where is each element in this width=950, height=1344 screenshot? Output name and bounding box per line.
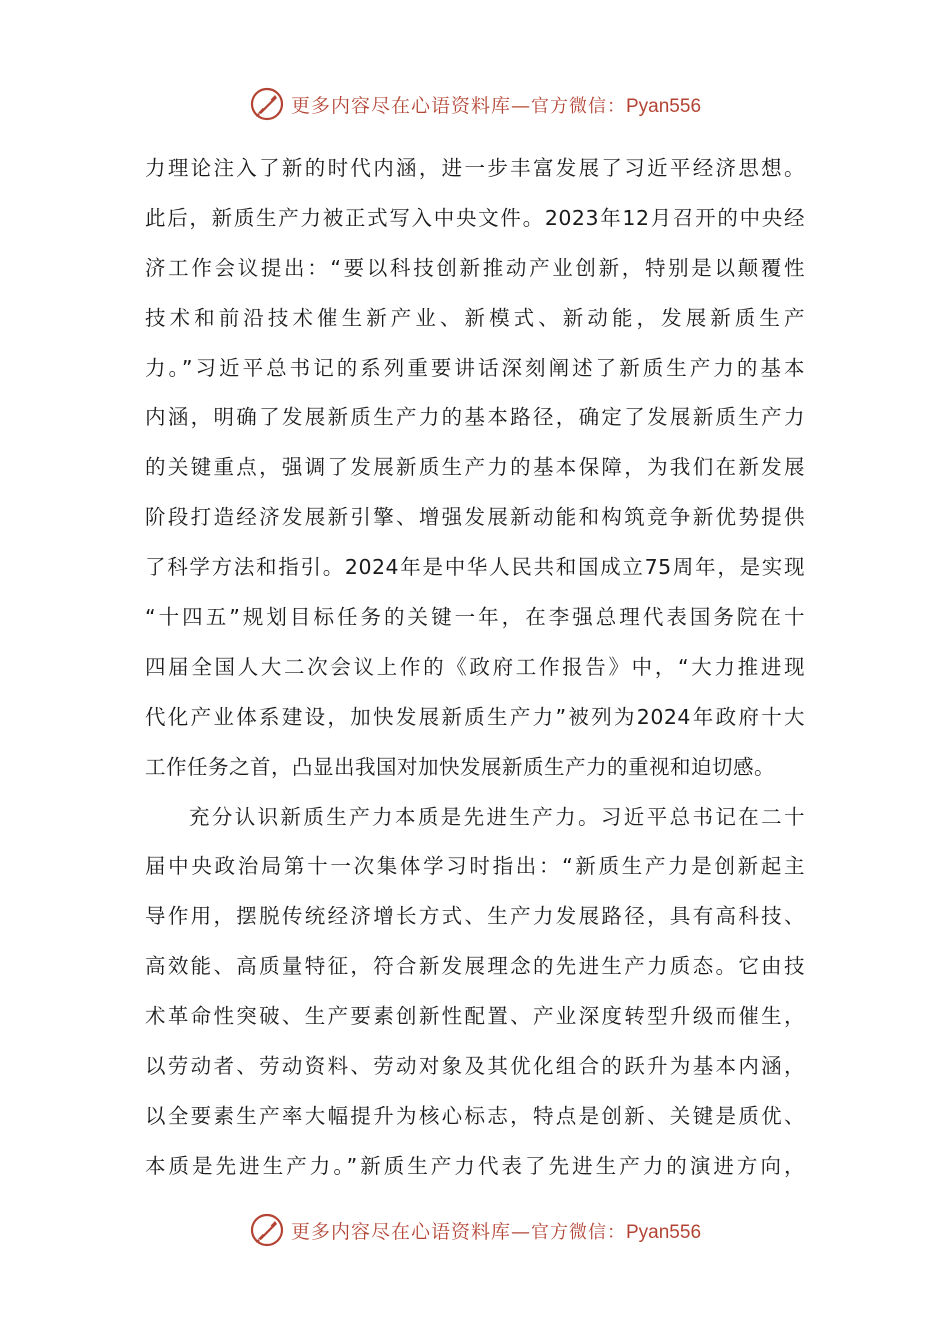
- text-line: 四届全国人大二次会议上作的《政府工作报告》中，“大力推进现: [145, 654, 805, 679]
- footer-watermark-main: 更多内容尽在心语资料库: [290, 1220, 511, 1243]
- text-line: 高效能、高质量特征，符合新发展理念的先进生产力质态。它由技: [145, 954, 805, 979]
- text-line: 力理论注入了新的时代内涵，进一步丰富发展了习近平经济思想。: [145, 156, 805, 180]
- document-body: [145, 144, 805, 1192]
- text-line: 以劳动者、劳动资料、劳动对象及其优化组合的跃升为基本内涵，: [145, 1054, 805, 1079]
- header-watermark-dash: —: [511, 94, 531, 117]
- text-line: 届中央政治局第十一次集体学习时指出：“新质生产力是创新起主: [145, 854, 805, 879]
- footer-watermark-id: Pyan556: [626, 1221, 702, 1243]
- header-watermark-id: Pyan556: [626, 95, 702, 117]
- header-watermark-main: 更多内容尽在心语资料库: [290, 94, 511, 117]
- footer-watermark-wechat: 官方微信：: [531, 1221, 626, 1243]
- text-line: 术革命性突破、生产要素创新性配置、产业深度转型升级而催生，: [145, 1004, 805, 1029]
- text-line: 工作任务之首，凸显出我国对加快发展新质生产力的重视和迫切感。: [145, 754, 775, 779]
- text-line: 本质是先进生产力。”新质生产力代表了先进生产力的演进方向，: [145, 1153, 805, 1178]
- quill-pen-logo-icon: [249, 1212, 285, 1248]
- text-line: 内涵，明确了发展新质生产力的基本路径，确定了发展新质生产力: [145, 405, 805, 430]
- text-line: 导作用，摆脱传统经济增长方式、生产力发展路径，具有高科技、: [145, 904, 805, 929]
- text-line: 此后，新质生产力被正式写入中央文件。2023年12月召开的中央经: [145, 205, 805, 230]
- text-line: 充分认识新质生产力本质是先进生产力。习近平总书记在二十: [189, 804, 805, 829]
- quill-pen-logo-icon: [249, 86, 285, 122]
- text-line: “十四五”规划目标任务的关键一年，在李强总理代表国务院在十: [145, 605, 805, 630]
- footer-watermark: [0, 1210, 950, 1250]
- paragraph-2: [145, 793, 805, 1192]
- text-line: 了科学方法和指引。2024年是中华人民共和国成立75周年，是实现: [145, 555, 805, 580]
- text-line: 力。”习近平总书记的系列重要讲话深刻阐述了新质生产力的基本: [145, 355, 805, 380]
- text-line: 技术和前沿技术催生新产业、新模式、新动能，发展新质生产: [145, 305, 805, 330]
- header-watermark-text: [291, 91, 701, 118]
- text-line: 以全要素生产率大幅提升为核心标志，特点是创新、关键是质优、: [145, 1103, 805, 1128]
- text-line: 的关键重点，强调了发展新质生产力的基本保障，为我们在新发展: [145, 455, 805, 480]
- header-watermark: [0, 84, 950, 124]
- text-line: 济工作会议提出：“要以科技创新推动产业创新，特别是以颠覆性: [145, 255, 805, 280]
- paragraph-1: [145, 144, 805, 793]
- text-line: 代化产业体系建设，加快发展新质生产力”被列为2024年政府十大: [145, 704, 805, 729]
- header-watermark-wechat: 官方微信：: [531, 95, 626, 117]
- footer-watermark-dash: —: [511, 1220, 531, 1243]
- text-line: 阶段打造经济发展新引擎、增强发展新动能和构筑竞争新优势提供: [145, 505, 805, 530]
- footer-watermark-text: [291, 1217, 701, 1244]
